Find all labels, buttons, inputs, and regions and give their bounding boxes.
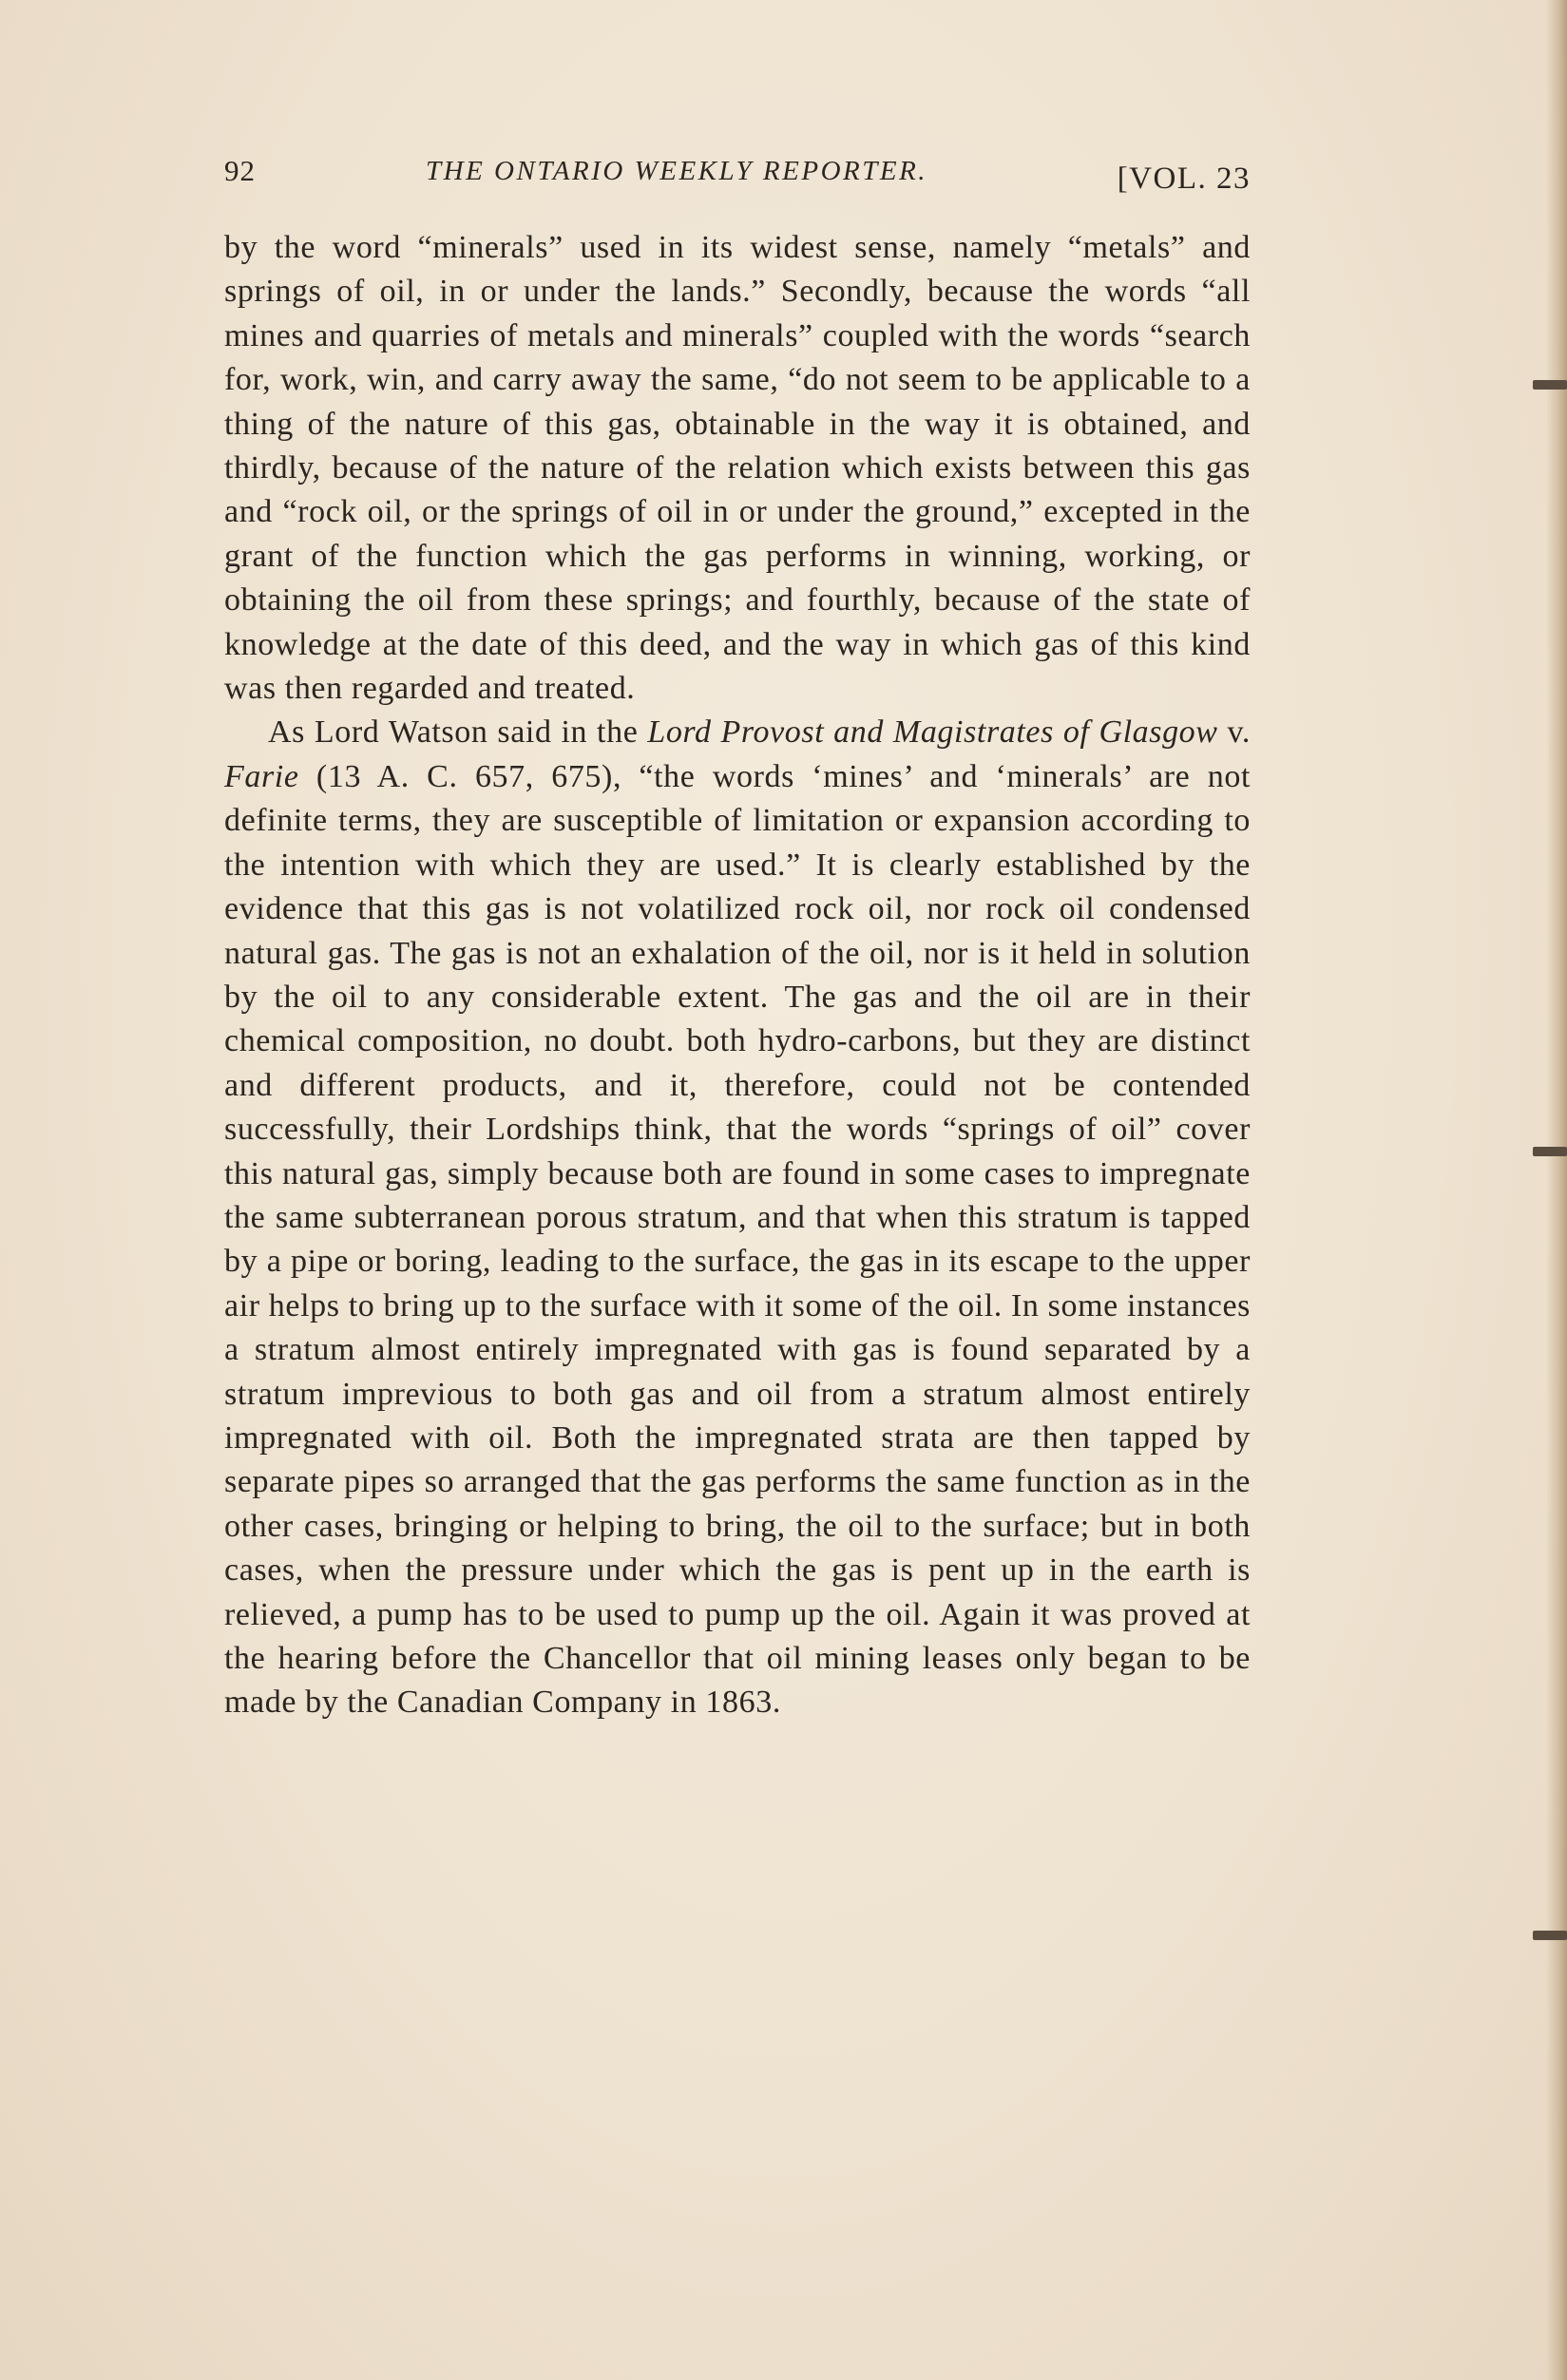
page-edge-mark bbox=[1533, 1147, 1567, 1156]
paragraph-text: As Lord Watson said in the bbox=[268, 714, 648, 751]
running-title: THE ONTARIO WEEKLY REPORTER. bbox=[426, 156, 928, 186]
body-text bbox=[224, 226, 1251, 1725]
page-edge-mark bbox=[1533, 1931, 1567, 1940]
case-name: Lord Provost and Magistrates of Glasgow bbox=[647, 714, 1218, 751]
page-edge-shadow bbox=[1546, 0, 1567, 2380]
paragraph: by the word “minerals” used in its widest sense, namely “metals” and springs of oil, in or under the lands.” Secondly, because the words “all mines and quarries of metals and minerals” coupled with the words “search for, work, win, and carry away the same, “do not seem to be applicable to a thing of the nature of this gas, obtainable in the way it is obtained, and thirdly, because of the nature of the relation which exists between this gas and “rock oil, or the springs of oil in or under the ground,” excepted in the grant of the function which the gas performs in winning, working, or obtaining the oil from these springs; and fourthly, because of the state of knowledge at the date of this deed, and the way in which gas of this kind was then regarded and treated. bbox=[224, 230, 1251, 707]
paragraph-text: v. bbox=[1217, 714, 1251, 751]
page-edge-mark bbox=[1533, 380, 1567, 390]
volume-label: [VOL. 23 bbox=[1117, 162, 1251, 196]
paragraph-text: (13 A. C. 657, 675), “the words ‘mines’ and ‘minerals’ are not definite terms, they are susceptible of limitation or expansion according to the intention with which they are used.” It is clearly established by the evidence that this gas is not volatilized rock oil, nor rock oil condensed natural gas. The gas is not an exhalation of the oil, nor is it held in solution by the oil to any considerable extent. The gas and the oil are in their chemical composition, no doubt. both hydro-carbons, but they are distinct and different products, and it, therefore, could not be contended successfully, their Lordships think, that the words “springs of oil” cover this natural gas, simply because both are found in some cases to impregnate the same subterranean porous stratum, and that when this stratum is tapped by a pipe or boring, leading to the surface, the gas in its escape to the upper air helps to bring up to the surface with it some of the oil. In some instances a stratum almost entirely impregnated with gas is found separated by a stratum imprevious to both gas and oil from a stratum almost entirely impregnated with oil. Both the impregnated strata are then tapped by separate pipes so arranged that the gas performs the same function as in the other cases, bringing or helping to bring, the oil to the surface; but in both cases, when the pressure under which the gas is pent up in the earth is relieved, a pump has to be used to pump up the oil. Again it was proved at the hearing before the Chancellor that oil mining leases only began to be made by the Canadian Company in 1863. bbox=[224, 758, 1251, 1721]
party-name: Farie bbox=[224, 758, 299, 794]
page-header bbox=[224, 152, 1251, 209]
page-number: 92 bbox=[224, 154, 256, 187]
paragraph bbox=[224, 711, 1251, 1724]
